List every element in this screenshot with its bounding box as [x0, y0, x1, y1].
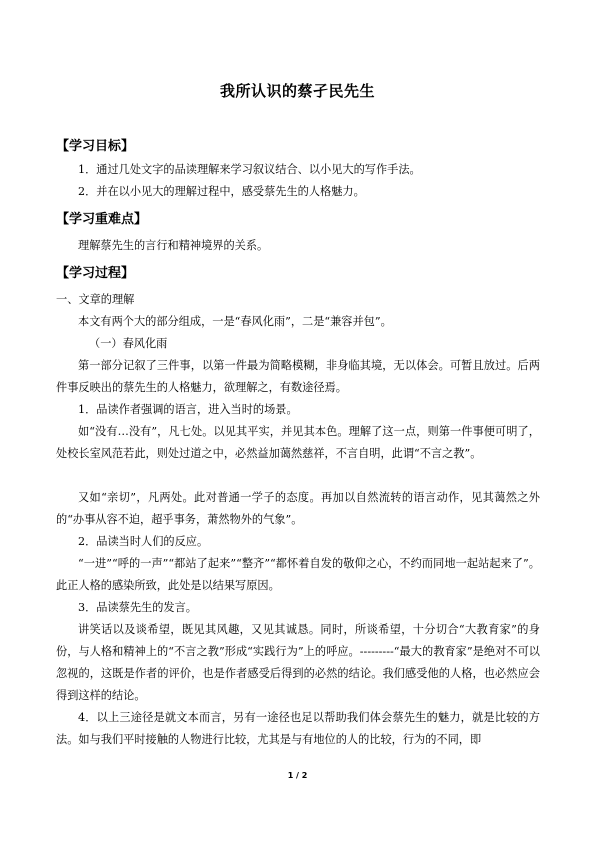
- item-2: 2．品读当时人们的反应。: [78, 535, 209, 548]
- paragraph-4: “一进”“呼的一声”“都站了起来”“整齐”“都怀着自发的敬仰之心，不约而同地一起站起来了”。此正人格的感染所致，此处是以结果写原因。: [56, 557, 540, 592]
- key-point-text: 理解蔡先生的言行和精神境界的关系。: [78, 239, 269, 252]
- paragraph-2: 如“没有…没有”，凡七处。以见其平实，并见其本色。理解了这一点，则第一件事便可明了，处校长室风范若此，则处过道之中，必然益加蔼然慈祥，不言自明，此谓“不言之教”。: [56, 425, 540, 460]
- paragraph-1: 第一部分记叙了三件事，以第一件最为简略模糊，非身临其境，无以体会。可暂且放过。后两件事反映出的蔡先生的人格魅力，欲理解之，有数途径焉。: [56, 359, 540, 394]
- section-heading-key-points: 【学习重难点】: [56, 212, 148, 227]
- section-heading-goals: 【学习目标】: [56, 139, 135, 154]
- paragraph-6: 4．以上三途径是就文本而言，另有一途径也足以帮助我们体会蔡先生的魅力，就是比较的方法。如与我们平时接触的人物进行比较，尤其是与有地位的人的比较，行为的不同，即: [56, 711, 540, 746]
- part1-heading: 一、文章的理解: [56, 293, 135, 306]
- paragraph-5: 讲笑话以及谈希望，既见其风趣，又见其诚恳。同时，所谈希望，十分切合“大教育家”的身份，与人格和精神上的“不言之教”形成“实践行为”上的呼应。---------“最大的教育家”是绝对不可以忽视的，这既是作者的评价，也是作者感受后得到的必然的结论。我们感受他的人格，也必然应会得到这样的结论。: [56, 623, 540, 702]
- paragraph-3: 又如“亲切”，凡两处。此对普通一学子的态度。再加以自然流转的语言动作，见其蔼然之外的“办事从容不迫，超乎事务，萧然物外的气象”。: [56, 491, 540, 526]
- item-3: 3．品读蔡先生的发言。: [78, 601, 197, 614]
- page-title: 我所认识的蔡孑民先生: [219, 82, 375, 100]
- goal-item-1: 1．通过几处文字的品读理解来学习叙议结合、以小见大的写作手法。: [78, 163, 421, 176]
- part1-intro: 本文有两个大的部分组成，一是“春风化雨”，二是“兼容并包”。: [78, 315, 392, 328]
- item-1: 1．品读作者强调的语言，进入当时的场景。: [78, 403, 298, 416]
- subsection-heading-1: （一）春风化雨: [89, 337, 168, 350]
- page-number: 1 / 2: [287, 771, 308, 780]
- section-heading-process: 【学习过程】: [56, 266, 135, 281]
- goal-item-2: 2．并在以小见大的理解过程中，感受蔡先生的人格魅力。: [78, 185, 365, 198]
